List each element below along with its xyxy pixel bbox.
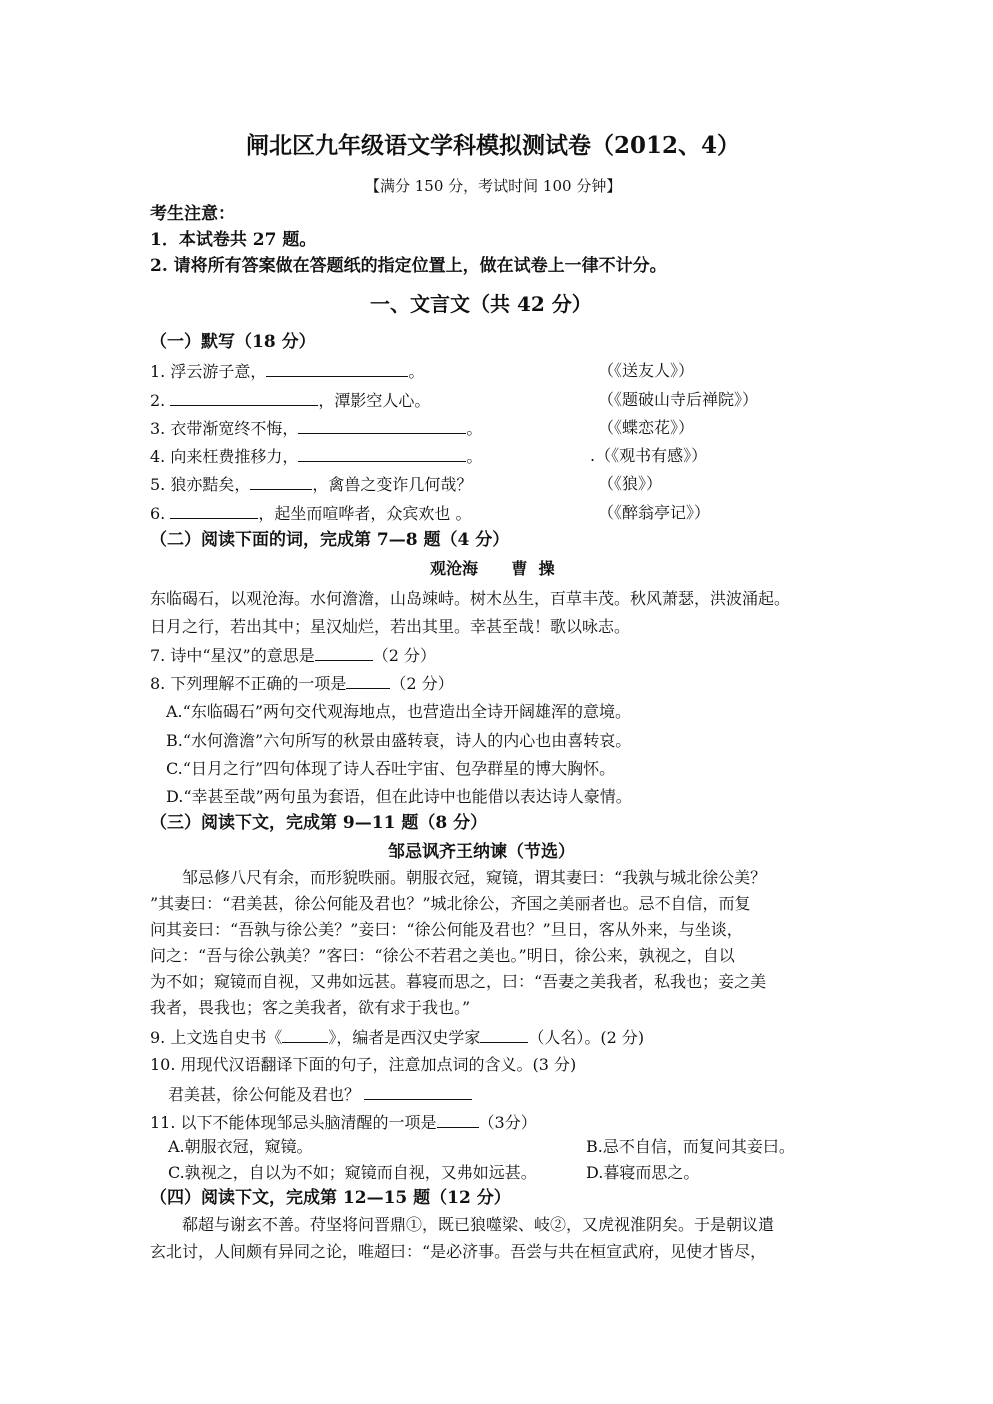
answer-blank[interactable]: [364, 1084, 472, 1100]
part2-heading: （二）阅读下面的词，完成第 7—8 题（4 分）: [150, 530, 510, 550]
passage-line-1: 邹忌修八尺有余，而形貌昳丽。朝服衣冠，窥镜，谓其妻曰：“我孰与城北徐公美？: [182, 868, 767, 887]
question-text: （3分）: [478, 1113, 537, 1132]
passage-line-3: 问其妾曰：“吾孰与徐公美？”妾曰：“徐公何能及君也？”旦日，客从外来，与坐谈，: [150, 920, 743, 939]
answer-blank[interactable]: [315, 645, 373, 661]
source-4: .（《观书有感》）: [590, 446, 708, 465]
question-10: 10. 用现代汉语翻译下面的句子，注意加点词的含义。(3 分): [150, 1055, 577, 1074]
dictation-item-1: [150, 361, 424, 382]
question-10-sentence: [168, 1084, 472, 1105]
q11-option-a: A.朝服衣冠，窥镜。: [168, 1137, 313, 1156]
question-text: 君美甚，徐公何能及君也？: [168, 1085, 361, 1104]
question-8: [150, 673, 454, 694]
item-text: ，禽兽之变诈几何哉？: [312, 475, 473, 494]
answer-blank[interactable]: [170, 390, 318, 406]
dictation-item-3: [150, 418, 482, 439]
passage-line-6: 我者，畏我也；客之美我者，欲有求于我也。”: [150, 998, 471, 1017]
source-5: （《狼》）: [598, 474, 663, 493]
poem-line-1: 东临碣石，以观沧海。水何澹澹，山岛竦峙。树木丛生，百草丰茂。秋风萧瑟，洪波涌起。: [150, 589, 791, 608]
dictation-item-2: [150, 390, 430, 411]
answer-blank[interactable]: [266, 361, 408, 377]
item-text: 2.: [150, 391, 171, 410]
part3-heading: （三）阅读下文，完成第 9—11 题（8 分）: [150, 813, 488, 833]
answer-blank[interactable]: [282, 1027, 328, 1043]
dictation-item-4: [150, 446, 482, 467]
question-7: [150, 645, 436, 666]
dictation-item-6: [150, 503, 471, 524]
question-11: [150, 1112, 537, 1133]
subtitle: 【满分 150 分，考试时间 100 分钟】: [365, 177, 622, 195]
answer-blank[interactable]: [298, 418, 466, 434]
item-text: 6.: [150, 504, 171, 523]
question-text: 8. 下列理解不正确的一项是: [150, 674, 347, 693]
answer-blank[interactable]: [346, 673, 390, 689]
poem-line-2: 日月之行，若出其中；星汉灿烂，若出其里。幸甚至哉！歌以咏志。: [150, 617, 631, 636]
item-text: ，起坐而喧哗者，众宾欢也 。: [258, 504, 472, 523]
source-2: （《题破山寺后禅院》）: [598, 390, 759, 409]
question-text: （2 分）: [390, 674, 454, 693]
item-text: 1. 浮云游子意，: [150, 362, 267, 381]
option-d: D.“幸甚至哉”两句虽为套语，但在此诗中也能借以表达诗人豪情。: [166, 787, 632, 806]
passage-line-2: ”其妻曰：“君美甚，徐公何能及君也？”城北徐公，齐国之美丽者也。忌不自信，而复: [150, 894, 751, 913]
option-c: C.“日月之行”四句体现了诗人吞吐宇宙、包孕群星的博大胸怀。: [166, 759, 616, 778]
passage-title: 邹忌讽齐王纳谏（节选）: [388, 842, 575, 862]
option-b: B.“水何澹澹”六句所写的秋景由盛转衰，诗人的内心也由喜转哀。: [166, 731, 632, 750]
question-text: 9. 上文选自史书《: [150, 1028, 283, 1047]
question-text: 》，编者是西汉史学家: [328, 1028, 481, 1047]
answer-blank[interactable]: [250, 474, 312, 490]
dictation-item-5: [150, 474, 472, 495]
passage-line-4: 问之：“吾与徐公孰美？”客曰：“徐公不若君之美也。”明日，徐公来，孰视之，自以: [150, 946, 735, 965]
notice-title: 考生注意：: [150, 204, 235, 224]
page-title: 闸北区九年级语文学科模拟测试卷（2012、4）: [246, 132, 741, 159]
q11-option-d: D.暮寝而思之。: [586, 1163, 700, 1182]
source-3: （《蝶恋花》）: [598, 418, 695, 437]
item-text: ，潭影空人心。: [318, 391, 431, 410]
answer-blank[interactable]: [170, 503, 258, 519]
answer-blank[interactable]: [437, 1112, 479, 1128]
q11-option-c: C.孰视之，自以为不如；窥镜而自视，又弗如远甚。: [168, 1163, 537, 1182]
notice-1: 1．本试卷共 27 题。: [150, 230, 317, 250]
item-text: 5. 狼亦黠矣，: [150, 475, 251, 494]
question-9: [150, 1027, 644, 1048]
notice-2: 2. 请将所有答案做在答题纸的指定位置上，做在试卷上一律不计分。: [150, 256, 667, 276]
item-text: 。: [408, 362, 425, 381]
question-text: （2 分）: [372, 646, 436, 665]
passage4-line-2: 玄北讨，人间颇有异同之论，唯超曰：“是必济事。吾尝与共在桓宣武府，见使才皆尽，: [150, 1242, 767, 1261]
section-title: 一、文言文（共 42 分）: [370, 292, 592, 316]
item-text: 3. 衣带渐宽终不悔，: [150, 419, 299, 438]
question-text: 11. 以下不能体现邹忌头脑清醒的一项是: [150, 1113, 437, 1132]
item-text: 。: [466, 447, 483, 466]
source-1: （《送友人》）: [598, 361, 695, 380]
poem-title: 观沧海 曹 操: [430, 559, 555, 578]
option-a: A.“东临碣石”两句交代观海地点，也营造出全诗开阔雄浑的意境。: [166, 702, 632, 721]
question-text: （人名）。(2 分): [528, 1028, 645, 1047]
passage-line-5: 为不如；窥镜而自视，又弗如远甚。暮寝而思之，曰：“吾妻之美我者，私我也；妾之美: [150, 972, 767, 991]
answer-blank[interactable]: [480, 1027, 528, 1043]
source-6: （《醉翁亭记》）: [598, 503, 711, 522]
passage4-line-1: 郗超与谢玄不善。苻坚将问晋鼎①，既已狼噬梁、岐②，又虎视淮阴矣。于是朝议遣: [182, 1215, 775, 1234]
q11-option-b: B.忌不自信，而复问其妾曰。: [586, 1137, 795, 1156]
part1-heading: （一）默写（18 分）: [150, 332, 316, 352]
part4-heading: （四）阅读下文，完成第 12—15 题（12 分）: [150, 1188, 511, 1208]
answer-blank[interactable]: [298, 446, 466, 462]
question-text: 7. 诗中“星汉”的意思是: [150, 646, 315, 665]
item-text: 4. 向来枉费推移力，: [150, 447, 299, 466]
item-text: 。: [466, 419, 483, 438]
